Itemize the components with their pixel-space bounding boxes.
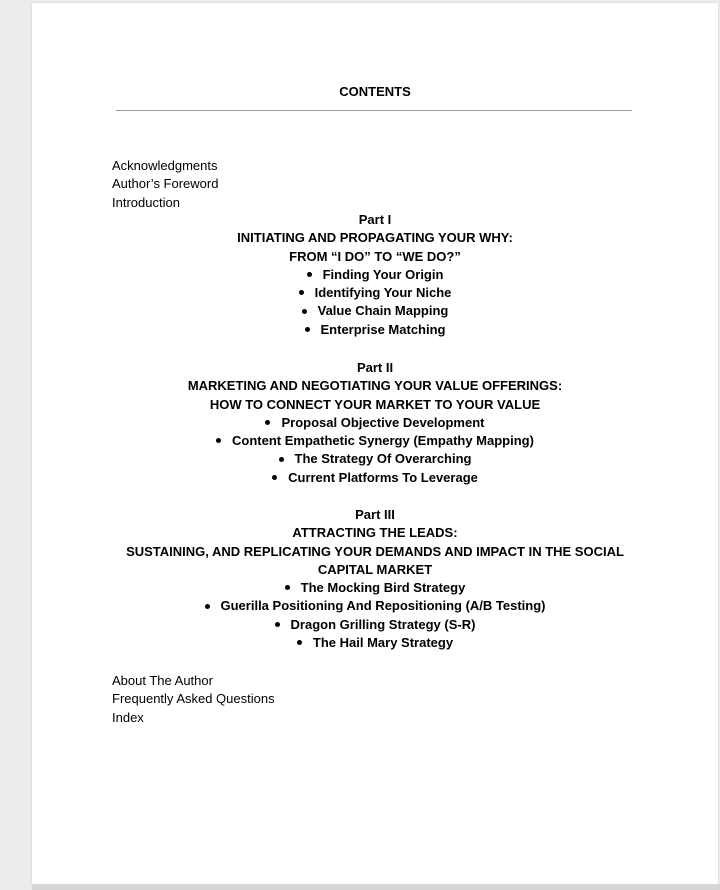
bullet-icon (272, 475, 277, 480)
part-3-topic (32, 634, 718, 652)
bullet-icon (265, 420, 270, 425)
bullet-icon (205, 604, 210, 609)
part-3-topic-label: The Mocking Bird Strategy (300, 580, 466, 596)
part-3-title-line-2: SUSTAINING, AND REPLICATING YOUR DEMANDS AND IMPACT IN THE SOCIAL (126, 543, 624, 559)
part-2-topic-label: Content Empathetic Synergy (Empathy Mapping) (232, 433, 534, 449)
front-matter-list (112, 157, 218, 212)
part-3-topic-label: Dragon Grilling Strategy (S-R) (290, 616, 476, 632)
part-1-label: Part I (358, 212, 392, 227)
bullet-icon (216, 438, 221, 443)
bullet-icon (299, 290, 304, 295)
part-3-topic-label: Guerilla Positioning And Repositioning (A/B Testing) (220, 598, 546, 614)
part-2-topic-label: Proposal Objective Development (281, 414, 485, 430)
part-1-topic-label: Finding Your Origin (322, 266, 444, 282)
bullet-icon (305, 327, 310, 332)
bullet-icon (285, 585, 290, 590)
part-2-topic (32, 450, 718, 468)
part-1-topic-label: Value Chain Mapping (317, 303, 449, 319)
part-2-topic-label: Current Platforms To Leverage (288, 469, 478, 485)
part-2-label: Part II (356, 360, 394, 375)
part-3-topic (32, 597, 718, 615)
part-1-topic (32, 284, 718, 302)
part-3-topic (32, 579, 718, 597)
part-2-title-line-2: HOW TO CONNECT YOUR MARKET TO YOUR VALUE (209, 396, 541, 412)
back-matter-list (112, 672, 275, 727)
part-3-label: Part III (355, 507, 395, 522)
page-bottom-edge (32, 884, 720, 890)
back-matter-item-about-the-author: About The Author (112, 673, 213, 688)
part-3-section (32, 506, 718, 652)
part-1-section (32, 211, 718, 339)
part-1-topic-label: Enterprise Matching (320, 321, 446, 337)
part-3-topic-label: The Hail Mary Strategy (312, 635, 454, 651)
front-matter-item-authors-foreword: Author’s Foreword (112, 176, 219, 192)
part-1-title-line-1: INITIATING AND PROPAGATING YOUR WHY: (237, 230, 513, 246)
part-2-topic (32, 432, 718, 450)
part-2-topic (32, 414, 718, 432)
back-matter-item-faq: Frequently Asked Questions (112, 691, 275, 707)
heading-divider (116, 110, 632, 111)
front-matter-item-acknowledgments: Acknowledgments (112, 158, 218, 173)
part-1-topic (32, 302, 718, 320)
bullet-icon (307, 272, 312, 277)
part-2-topic (32, 469, 718, 487)
part-1-topic (32, 266, 718, 284)
part-3-topic (32, 616, 718, 634)
part-1-topic-list (32, 266, 718, 339)
part-1-title-line-2: FROM “I DO” TO “WE DO?” (289, 248, 461, 264)
back-matter-item-index: Index (112, 709, 144, 725)
document-page (32, 3, 718, 884)
bullet-icon (275, 622, 280, 627)
bullet-icon (302, 309, 307, 314)
part-2-title-line-1: MARKETING AND NEGOTIATING YOUR VALUE OFFERINGS: (187, 378, 563, 394)
part-2-topic-list (32, 414, 718, 487)
part-1-topic (32, 321, 718, 339)
part-3-title-line-1: ATTRACTING THE LEADS: (292, 525, 458, 541)
part-3-title-line-3: CAPITAL MARKET (317, 561, 433, 577)
front-matter-item-introduction: Introduction (112, 194, 180, 210)
part-1-topic-label: Identifying Your Niche (314, 285, 452, 301)
part-3-topic-list (32, 579, 718, 652)
bullet-icon (279, 457, 284, 462)
contents-heading: CONTENTS (339, 84, 411, 99)
part-2-section (32, 359, 718, 487)
bullet-icon (297, 640, 302, 645)
part-2-topic-label: The Strategy Of Overarching (294, 451, 472, 467)
